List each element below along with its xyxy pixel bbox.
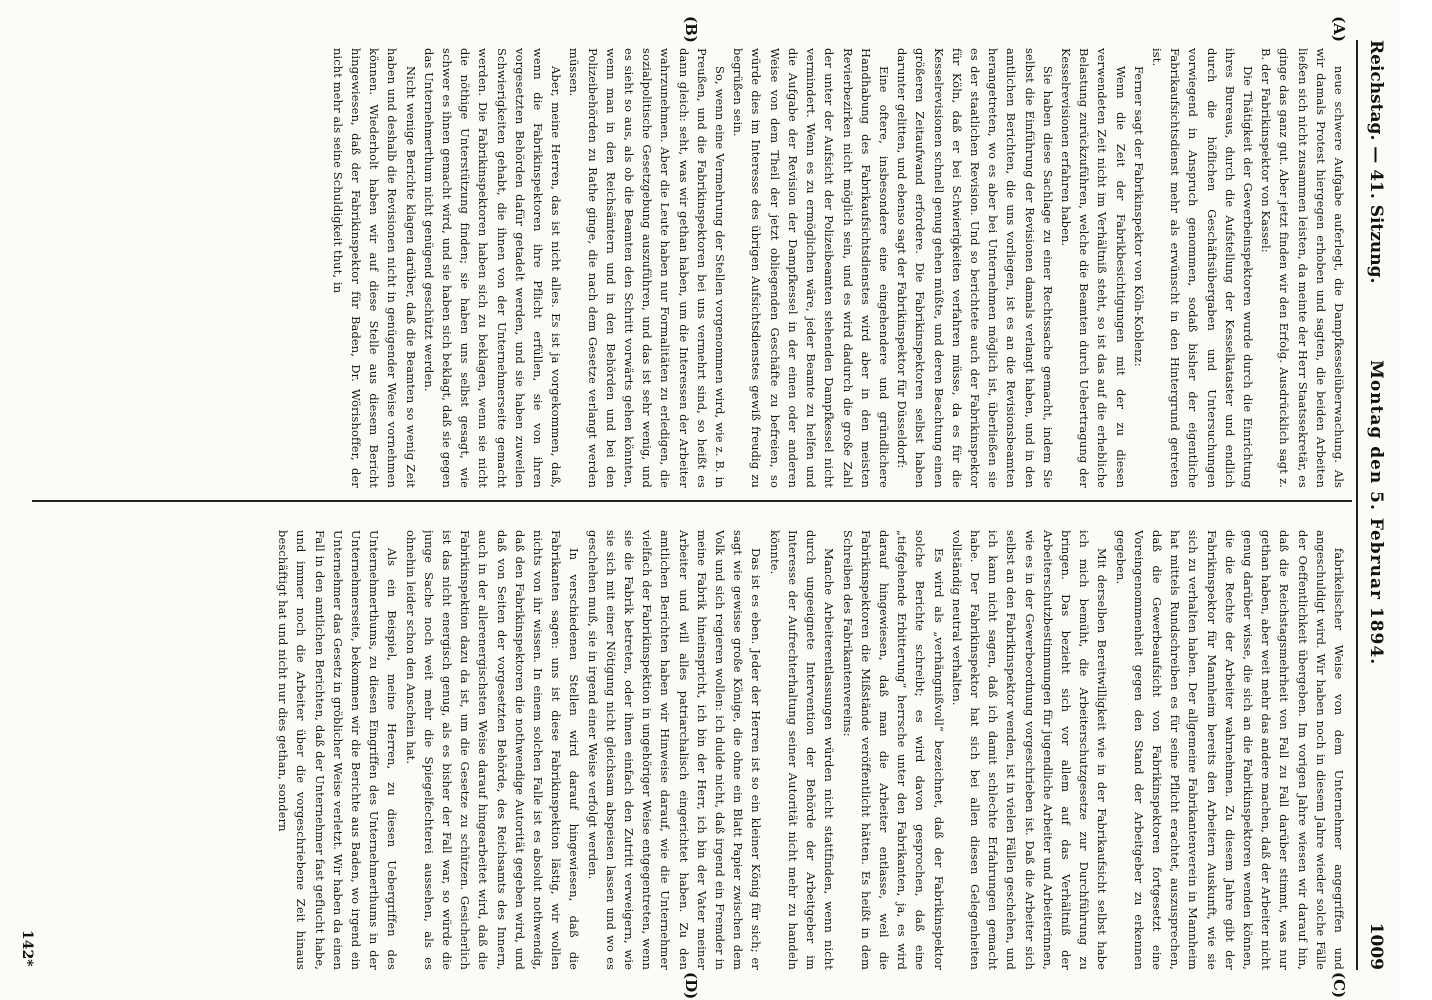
paragraph: Ferner sagt der Fabrikinspektor von Köln-Koblenz: [1131,66,1146,367]
paragraph: Nicht wenige Berichte klagen darüber, daß die Beamten so wenig Zeit haben und deshalb die Revisionen nicht in genügender Weise vornehmen können. Wiederholt haben wir auf diese Stelle aus diesem Bericht hingewiesen, daß der Fabrikinspektor für Baden, Dr. Wörishoffer, der nicht mehr als seine Schuldigkeit thut, in [330,48,418,488]
header-session: Reichstag. — 41. Sitzung. [1366,40,1386,284]
header-rule [1356,40,1358,970]
quote-paragraph: Manche Arbeiterentlassungen würden nicht stattfinden, wenn nicht durch ungeeignete Intervention der Behörde der Arbeitgeber im Interesse der Aufrechterhaltung seiner Autorität nicht mehr zu handeln könnte. [767,530,837,970]
quote-paragraph: Mit derselben Bereitwilligkeit wie in der Fabrikaufsicht selbst habe ich mich bemüht, die Arbeiterschutzgesetze zur Durchführung zu bringen. Das bezieht sich vor allem auf das Verhältniß der Arbeiterschutzbestimmungen für jugendliche Arbeiter und Arbeiterinnen, wie es in der Gewerbeordnung vorgeschrieben ist. Daß die Arbeiter sich selbst an den Fabrikinspektor wenden, ist in vielen Fällen geschehen, und ich kann nicht sagen, daß ich damit schlechte Erfahrungen gemacht habe. Der Fabrikinspektor hat sich bei allen diesen Gelegenheiten vollständig neutral verhalten. [949,530,1110,970]
header-page-number: 1009 [1366,922,1386,970]
quote-paragraph: Eine oftere, insbesondere eine eingehendere und gründlichere Handhabung des Fabrikaufsichtsdienstes wird aber in den meisten Revierbezirken nicht möglich sein, und es wird dadurch die große Zahl der unter der Aufsicht der Polizeibeamten stehenden Dampfkessel nicht vermindert. Wenn es zu ermöglichen wäre, jeder Beamte zu helfen und die Aufgabe der Revision der Dampfkessel in der einen oder anderen Weise von dem Theil der jetzt obliegenden Geschäfte zu befreien, so würde dies im Interesse des übrigen Aufsichtsdienstes gewiß freudig zu begrüßen sein. [731,48,891,488]
paragraph: Sie haben diese Sachlage zu einer Rechtssache gemacht, indem Sie selbst die Einführung der Revisionen damals verlangt haben, und in den amtlichen Berichten, die uns vorliegen, ist es an die Revisionsbeamten herangetreten, wo es aber bei Unternehmen möglich ist, überließen sie es der staatlichen Revision. Und so berichtete auch der Fabrikinspektor für Köln, daß er bei Schwierigkeiten verfahren müsse, da es für die Kesselrevisionen schnell genug gehen müßte, und deren Beachtung einen größeren Zeitaufwand erfordere. Die Fabrikinspektoren selbst haben darunter gelitten, und ebenso sagt der Fabrikinspektor für Düsseldorf: [895,48,1055,488]
right-text-column [48,530,1348,970]
paragraph: So, wenn eine Vermehrung der Stellen vorgenommen wird, wie z. B. in Preußen, und die Fabrikinspektoren bei uns vermehrt sind, so heißt es dann gleich: seht, was wir gethan haben, um die Interessen der Arbeiter wahrzunehmen. Aber die Leute haben nur Formalitäten zu erledigen, die sozialpolitische Gesetzgebung auszuführen, und das ist sehr wenig, und es sieht so aus, als ob die Beamten den Schritt vorwärts gehen könnten, wenn man in den Reichsämtern und in den Behörden und bei den Polizeibehörden zu Rathe ginge, die nach dem Gesetze verlangt werden müssen. [567,48,728,488]
margin-mark-c: (C) [1330,972,1348,999]
quote-paragraph: Wenn die Zeit der Fabrikbesichtigungen mit der zu diesen verwendeten Zeit nicht im Verhältniß steht, so ist das auf die erhebliche Belastung zurückzuführen, welche die Beamten durch Uebertragung der Kesselrevisionen erfahren haben. [1058,48,1128,488]
paragraph: In verschiedenen Stellen wird darauf hingewiesen, daß die Fabrikanten sagen: uns ist diese Fabrikinspektion lästig, wir wollen nichts von ihr wissen. In einem solchen Falle ist es absolut nothwendig, daß den Fabrikinspektoren die nothwendige Autorität gegeben wird, und daß von Seiten der vorgesetzten Behörde, des Reichsamts des Innern, auch in der allerenergischsten Weise darauf hingearbeitet wird, daß die Fabrikinspektion dazu da ist, um die Gesetze zu schützen. Gesicherlich ist das nicht energisch genug, als es bisher der Fall war, so würde die junge Sache noch weit mehr die Spiegelfechterei aussehen, als es ohnehin leider schon den Anschein hat. [403,530,582,970]
page-signature: 142* [19,930,35,967]
left-text-column [48,48,1348,488]
paragraph: Es wird als „verhängnißvoll“ bezeichnet, daß der Fabrikinspektor solche Berichte schreibt; es wird davon gesprochen, daß eine „tiefgehende Erbitterung“ herrsche unter den Fabrikanten, ja, es wird darauf hingewiesen, daß man die Arbeiter entlasse, weil die Fabrikinspektoren die Mißstände veröffentlicht hätten. Es heißt in dem Schreiben des Fabrikantenvereins: [840,530,946,970]
margin-mark-b: (B) [682,16,700,43]
paragraph: fabrikelischer Weise von dem Unternehmer angegriffen und angeschuldigt wird. Wir haben noch in diesem Jahre wieder solche Fälle der Oeffentlichkeit übergeben. Im vorigen Jahre wiesen wir darauf hin, daß die Reichstagsmehrheit von Fall zu Fall darüber stimmt, was nur gethan haben, aber weit mehr das andere machen, daß der Arbeiter nicht genug darüber wisse, die sich an die Fabrikinspektoren wenden können, die die Rechte der Arbeiter wahrnehmen. Zu diesem Jahre gibt der Fabrikinspektor für Mannheim bereits den Arbeitern Auskunft, wie sie sich zu verhalten haben. Der allgemeine Fabrikantenverein in Mannheim hat mittels Rundschreiben es für seine Pflicht erachtet, auszusprechen, daß die Gewerbeaufsicht von Fabrikinspektoren fortgesetzt eine Voreingenommenheit gegen den Stand der Arbeitgeber zu erkennen gegeben. [1113,530,1346,970]
quote-paragraph: Die Thätigkeit der Gewerbeinspektoren wurde durch die Einrichtung ihres Bureaus, durch die Aufstellung der Kesselkataster und endlich durch die höflichen Geschäftsübergaben und Untersuchungen vorwiegend in Anspruch genommen, sodaß bisher der eigentliche Fabrikaufsichtsdienst mehr als erwünscht in den Hintergrund getreten ist. [1149,48,1255,488]
page-header [1360,40,1394,970]
paragraph: Als ein Beispiel, meine Herren, zu diesen Uebergriffen des Unternehmerthums, zu diesen Eingriffen des Unternehmerthums in der Unternehmerseite, bekommen wir die Berichte aus Baden, wo irgend ein Unternehmer das Gesetz in gröblicher Weise verletzt. Wir haben da einen Fall in den amtlichen Berichten, daß der Unternehmer fast geflucht habe, und immer noch die Arbeiter über die vorgeschriebene Zeit hinaus beschäftigt hat und nicht nur dies gethan, sondern [276,530,400,970]
header-date: Montag den 5. Februar 1894. [1366,360,1386,666]
paragraph: Aber, meine Herren, das ist nicht alles. Es ist ja vorgekommen, daß, wenn die Fabrikinspektoren ihre Pflicht erfüllen, sie von ihren vorgesetzten Behörden dafür getadelt werden, und sie haben zuweilen Schwierigkeiten gehabt, die ihnen von der Unternehmerseite gemacht werden. Die Fabrikinspektoren haben sich zu beklagen, wenn sie nicht die nöthige Unterstützung finden; sie haben uns selbst gesagt, wie schwer es ihnen gemacht wird, und sie haben sich beklagt, daß sie gegen das Unternehmerthum nicht genügend geschützt werden. [421,48,564,488]
margin-mark-a: (A) [1330,16,1348,42]
margin-mark-d: (D) [682,972,700,1000]
paragraph: Das ist es eben. Jeder der Herren ist so ein kleiner König für sich; er sagt wie gewisse große Könige, die ohne ein Blatt Papier zwischen dem Volk und sich regieren wollen: ich dulde nicht, daß irgend ein Fremder in meine Fabrik hineinspricht, ich bin der Herr, ich bin der Vater meiner Arbeiter und will alles patriarchalisch eingerichtet haben. Zu den amtlichen Berichten haben wir Hinweise darauf, wie die Unternehmer vielfach der Fabrikinspektion in ungehöriger Weise entgegentreten, wenn sie die Fabrik betreten, oder ihnen einfach den Zutritt verweigern, wie sie sich mit einer Nötigung nicht gleichsam abspeisen lassen und wo es geschehen muß, sie in irgend einer Weise verfolgt werden. [585,530,764,970]
paragraph: neue schwere Aufgabe auferlegt, die Dampfkesselüberwachung. Als wir damals Protest hiergegen erhoben und sagten, die beiden Arbeiten ließen sich nicht zusammen leisten, da meinte der Herr Staatssekretär, es ginge das ganz gut. Aber jetzt finden wir den Erfolg. Ausdrücklich sagt z. B. der Fabrikinspektor von Kassel: [1259,48,1346,488]
column-divider [32,500,1352,502]
